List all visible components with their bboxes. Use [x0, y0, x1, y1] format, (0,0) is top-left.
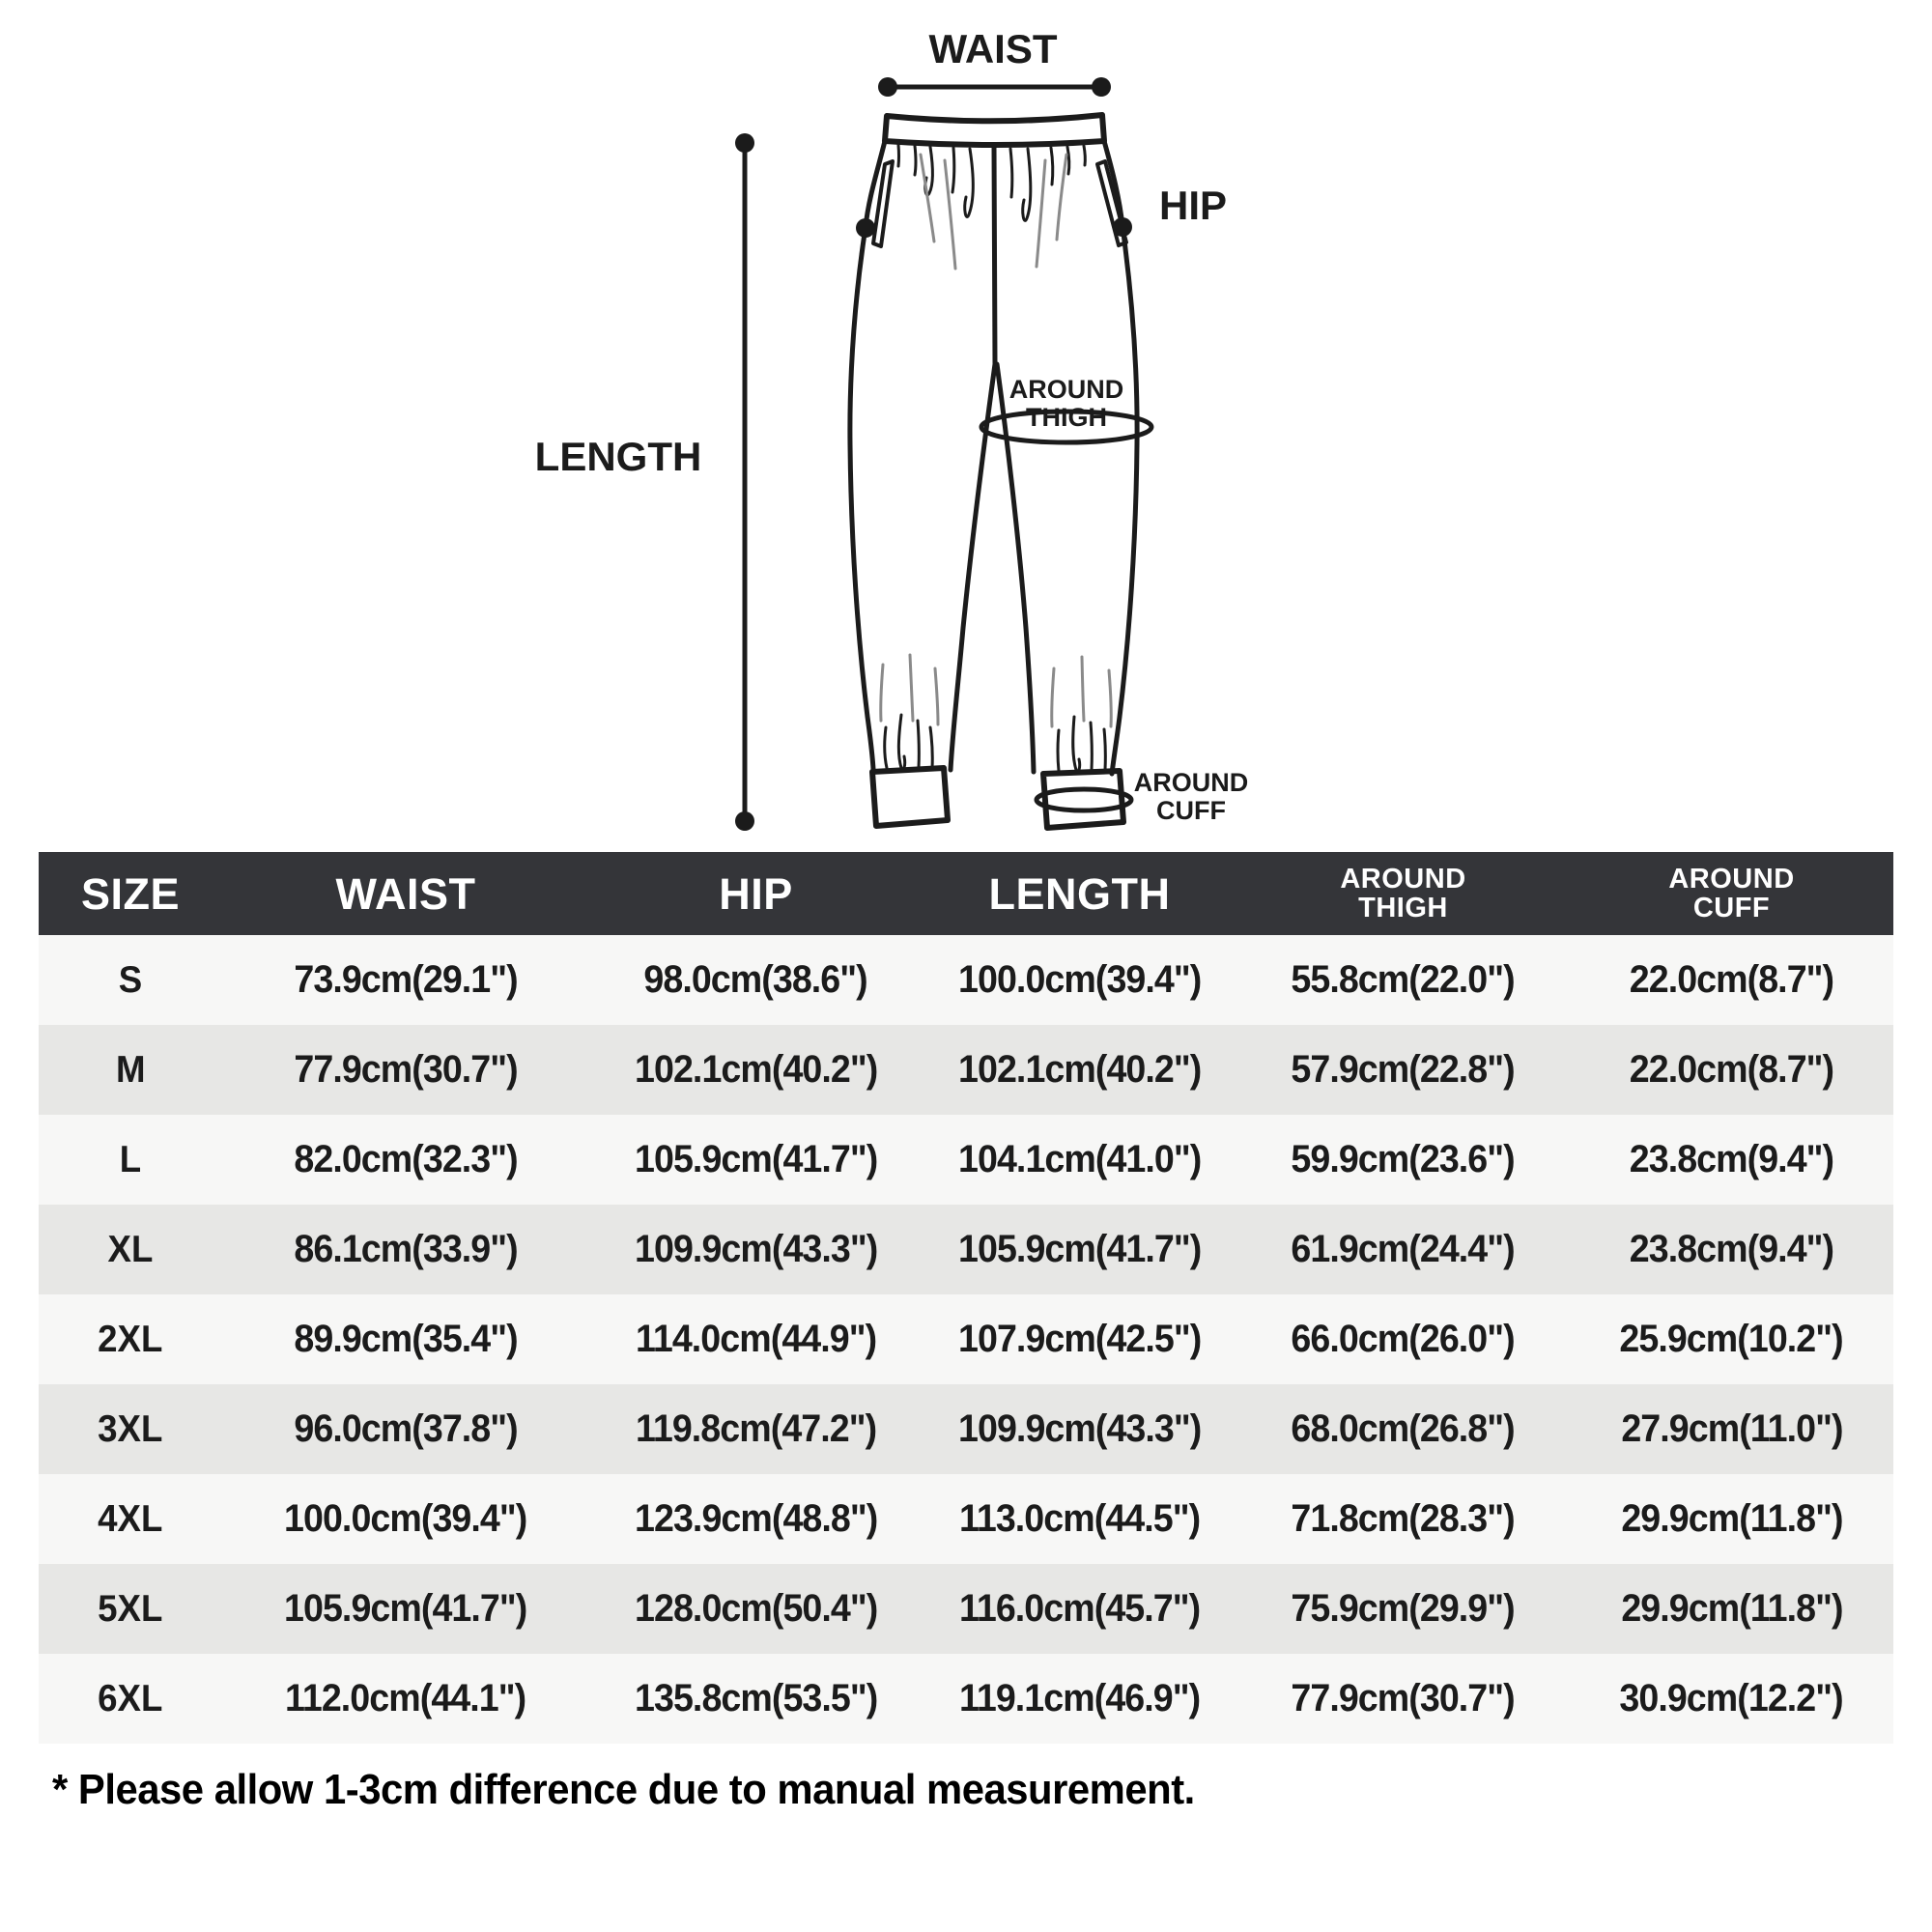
table-row: [39, 1294, 1893, 1384]
hip-cell: [589, 1115, 923, 1205]
waist-cell: [222, 1115, 589, 1205]
around-thigh-label-line1: AROUND: [1009, 375, 1124, 404]
cell-text: 109.9cm(43.3"): [957, 1407, 1202, 1450]
around-thigh-cell: [1236, 1115, 1570, 1205]
cell-text: 114.0cm(44.9"): [635, 1318, 877, 1360]
cell-text: 100.0cm(39.4"): [957, 958, 1202, 1001]
center-seam: [994, 145, 995, 364]
size-cell: [39, 1294, 222, 1384]
cell-text: 105.9cm(41.7"): [957, 1228, 1202, 1270]
cell-text: 22.0cm(8.7"): [1629, 958, 1834, 1001]
around-cuff-label-line2: CUFF: [1156, 796, 1226, 825]
waist-cell: [222, 935, 589, 1025]
column-header-around-thigh: AROUND THIGH: [1340, 864, 1466, 923]
hip-cell: [589, 1384, 923, 1474]
cell-text: 23.8cm(9.4"): [1629, 1138, 1834, 1180]
table-row: [39, 1474, 1893, 1564]
around-thigh-label-line2: THIGH: [1026, 403, 1107, 432]
around-cuff-cell: [1570, 1474, 1893, 1564]
cell-text: 116.0cm(45.7"): [958, 1587, 1201, 1630]
waist-cell: [222, 1564, 589, 1654]
around-thigh-cell: [1236, 1384, 1570, 1474]
waist-label: WAIST: [928, 26, 1058, 71]
hip-cell: [589, 1294, 923, 1384]
column-header-around-cuff: AROUND CUFF: [1668, 864, 1795, 923]
cell-text: 89.9cm(35.4"): [294, 1318, 518, 1360]
right-ankle-gathers: [1058, 717, 1105, 772]
cell-text: 29.9cm(11.8"): [1620, 1497, 1843, 1540]
around-cuff-cell: [1570, 1294, 1893, 1384]
waist-cell: [222, 1205, 589, 1294]
cell-text: 73.9cm(29.1"): [294, 958, 518, 1001]
pants-measurement-diagram: [0, 0, 1932, 852]
waist-cell: [222, 1654, 589, 1744]
cell-text: 30.9cm(12.2"): [1619, 1677, 1844, 1719]
around-cuff-label-line1: AROUND: [1133, 768, 1249, 797]
table-row: [39, 1564, 1893, 1654]
length-cell: [923, 1025, 1236, 1115]
hip-cell: [589, 935, 923, 1025]
waist-dimension-line: [878, 77, 1111, 97]
around-cuff-cell: [1570, 1205, 1893, 1294]
cell-text: 112.0cm(44.1"): [285, 1677, 526, 1719]
length-cell: [923, 1474, 1236, 1564]
around-cuff-cell: [1570, 935, 1893, 1025]
length-cell: [923, 1564, 1236, 1654]
around-cuff-cell: [1570, 1384, 1893, 1474]
left-hip-dot: [856, 218, 875, 238]
cell-text: 102.1cm(40.2"): [957, 1048, 1202, 1091]
column-header-hip: HIP: [719, 868, 793, 919]
around-cuff-label: [1119, 769, 1264, 825]
cell-text: 22.0cm(8.7"): [1629, 1048, 1834, 1091]
cell-text: S: [118, 958, 143, 1001]
left-cuff: [872, 768, 948, 826]
cell-text: M: [115, 1048, 146, 1091]
size-cell: [39, 1474, 222, 1564]
waist-cell: [222, 1294, 589, 1384]
cell-text: 59.9cm(23.6"): [1291, 1138, 1516, 1180]
right-hip-dot: [1113, 217, 1132, 237]
cell-text: 57.9cm(22.8"): [1291, 1048, 1516, 1091]
hip-cell: [589, 1654, 923, 1744]
length-cell: [923, 1654, 1236, 1744]
cell-text: 3XL: [98, 1407, 163, 1450]
around-cuff-cell: [1570, 1654, 1893, 1744]
around-thigh-cell: [1236, 1474, 1570, 1564]
waistband: [885, 115, 1104, 145]
around-cuff-cell: [1570, 1025, 1893, 1115]
cell-text: 71.8cm(28.3"): [1291, 1497, 1516, 1540]
around-thigh-cell: [1236, 1205, 1570, 1294]
cell-text: 27.9cm(11.0"): [1620, 1407, 1843, 1450]
cell-text: 77.9cm(30.7"): [1291, 1677, 1516, 1719]
cell-text: 68.0cm(26.8"): [1291, 1407, 1516, 1450]
pants-line-drawing: [0, 0, 1932, 852]
cell-text: 61.9cm(24.4"): [1291, 1228, 1516, 1270]
right-cuff: [1043, 771, 1123, 828]
table-row: [39, 1115, 1893, 1205]
size-cell: [39, 935, 222, 1025]
size-table-body: [39, 935, 1893, 1744]
cell-text: 5XL: [98, 1587, 163, 1630]
size-cell: [39, 1654, 222, 1744]
length-cell: [923, 1294, 1236, 1384]
cell-text: 29.9cm(11.8"): [1620, 1587, 1843, 1630]
column-header-size: SIZE: [80, 868, 181, 919]
measurement-disclaimer: * Please allow 1-3cm difference due to manual measurement.: [52, 1766, 1195, 1813]
cell-text: 107.9cm(42.5"): [957, 1318, 1202, 1360]
table-row: [39, 1384, 1893, 1474]
cell-text: 100.0cm(39.4"): [284, 1497, 527, 1540]
around-thigh-cell: [1236, 1654, 1570, 1744]
size-cell: [39, 1205, 222, 1294]
cell-text: 135.8cm(53.5"): [634, 1677, 878, 1719]
size-table-header: [39, 852, 1893, 935]
around-thigh-cell: [1236, 1294, 1570, 1384]
cell-text: 55.8cm(22.0"): [1291, 958, 1516, 1001]
cell-text: L: [119, 1138, 142, 1180]
around-cuff-cell: [1570, 1564, 1893, 1654]
cell-text: 102.1cm(40.2"): [634, 1048, 878, 1091]
cell-text: 4XL: [98, 1497, 163, 1540]
right-ankle-shading: [1052, 657, 1112, 726]
cell-text: 96.0cm(37.8"): [294, 1407, 518, 1450]
around-thigh-cell: [1236, 1025, 1570, 1115]
size-table: [39, 852, 1893, 1744]
cell-text: 82.0cm(32.3"): [294, 1138, 518, 1180]
around-thigh-cell: [1236, 1564, 1570, 1654]
cell-text: 105.9cm(41.7"): [634, 1138, 878, 1180]
left-ankle-shading: [881, 655, 938, 724]
cell-text: 86.1cm(33.9"): [294, 1228, 518, 1270]
length-cell: [923, 935, 1236, 1025]
length-cell: [923, 1205, 1236, 1294]
cell-text: 77.9cm(30.7"): [294, 1048, 518, 1091]
size-cell: [39, 1384, 222, 1474]
around-thigh-label: [993, 376, 1140, 432]
hip-cell: [589, 1564, 923, 1654]
cell-text: 2XL: [98, 1318, 163, 1360]
cell-text: 75.9cm(29.9"): [1291, 1587, 1516, 1630]
waist-cell: [222, 1384, 589, 1474]
left-ankle-gathers: [885, 715, 933, 770]
column-header-length: LENGTH: [988, 868, 1171, 919]
hip-cell: [589, 1205, 923, 1294]
size-cell: [39, 1025, 222, 1115]
cell-text: 105.9cm(41.7"): [284, 1587, 527, 1630]
cell-text: 6XL: [98, 1677, 163, 1719]
cell-text: 119.8cm(47.2"): [635, 1407, 877, 1450]
cell-text: 25.9cm(10.2"): [1619, 1318, 1844, 1360]
cell-text: XL: [107, 1228, 154, 1270]
length-label: LENGTH: [534, 434, 702, 479]
size-cell: [39, 1564, 222, 1654]
around-cuff-cell: [1570, 1115, 1893, 1205]
column-header-waist: WAIST: [335, 868, 476, 919]
cell-text: 113.0cm(44.5"): [958, 1497, 1201, 1540]
hip-cell: [589, 1474, 923, 1564]
size-cell: [39, 1115, 222, 1205]
table-row: [39, 935, 1893, 1025]
cell-text: 128.0cm(50.4"): [634, 1587, 878, 1630]
cell-text: 66.0cm(26.0"): [1291, 1318, 1516, 1360]
hip-cell: [589, 1025, 923, 1115]
waist-cell: [222, 1025, 589, 1115]
waist-cell: [222, 1474, 589, 1564]
hip-label: HIP: [1158, 183, 1227, 228]
table-row: [39, 1205, 1893, 1294]
table-row: [39, 1025, 1893, 1115]
length-cell: [923, 1384, 1236, 1474]
table-row: [39, 1654, 1893, 1744]
cell-text: 104.1cm(41.0"): [957, 1138, 1202, 1180]
cuff-measure-ellipse: [1037, 789, 1131, 810]
left-inner-seam: [951, 364, 995, 770]
cell-text: 98.0cm(38.6"): [643, 958, 868, 1001]
cell-text: 123.9cm(48.8"): [634, 1497, 878, 1540]
length-cell: [923, 1115, 1236, 1205]
around-thigh-cell: [1236, 935, 1570, 1025]
cell-text: 119.1cm(46.9"): [958, 1677, 1201, 1719]
cell-text: 23.8cm(9.4"): [1629, 1228, 1834, 1270]
cell-text: 109.9cm(43.3"): [634, 1228, 878, 1270]
length-dimension-line: [735, 133, 754, 831]
